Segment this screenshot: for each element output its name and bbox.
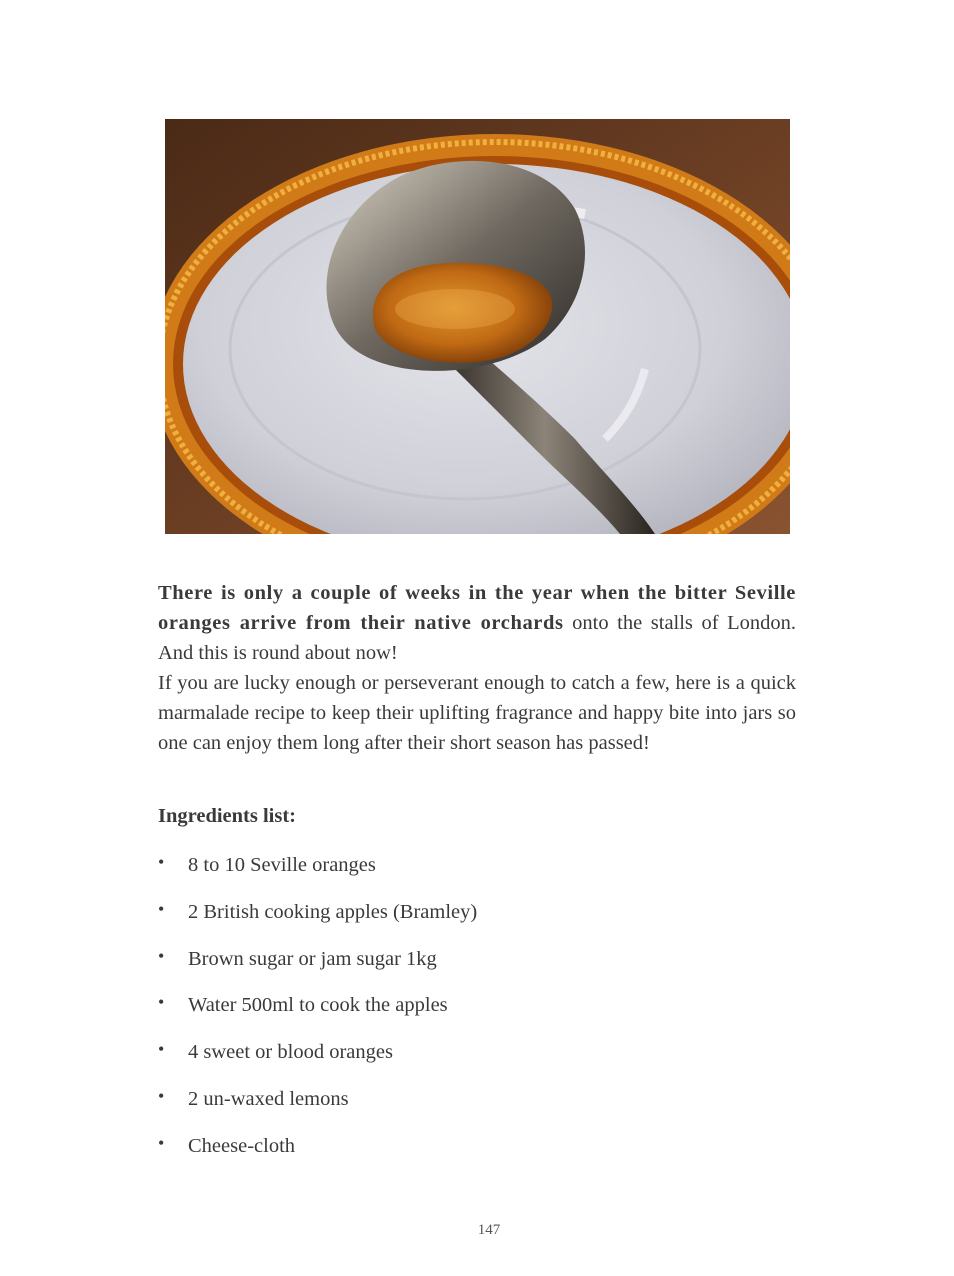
ingredient-text: Brown sugar or jam sugar 1kg (188, 947, 437, 970)
bullet-icon: • (158, 992, 165, 1013)
list-item (158, 897, 758, 944)
intro-paragraph (158, 578, 796, 668)
ingredients-heading: Ingredients list: (158, 805, 297, 827)
list-item (158, 1037, 758, 1084)
bullet-icon: • (158, 1039, 165, 1060)
intro-second-paragraph: If you are lucky enough or perseverant enough to catch a few, here is a quick marmalade recipe to keep their uplifting fragrance and happy bite into jars so one can enjoy them long after their short season has passed! (158, 672, 796, 754)
ingredient-text: Cheese-cloth (188, 1134, 296, 1157)
list-item (158, 850, 758, 897)
list-item (158, 1131, 758, 1178)
page-number: 147 (477, 1222, 501, 1238)
list-item (158, 944, 758, 991)
bullet-icon: • (158, 852, 165, 872)
list-item (158, 1084, 758, 1131)
bullet-icon: • (158, 898, 165, 919)
intro-lead-rest: onto the stalls of London. And this is round about now! (158, 612, 797, 664)
bullet-icon: • (158, 945, 165, 966)
intro-bold-lead: There is only a couple of weeks in the year when the bitter Seville oranges arrive from their native orchards (158, 582, 796, 634)
ingredient-text: 4 sweet or blood oranges (188, 1041, 393, 1064)
list-item (158, 990, 758, 1037)
ingredients-list (158, 850, 758, 1178)
ingredient-text: 8 to 10 Seville oranges (188, 854, 376, 876)
marmalade-ladle-photo (165, 119, 790, 534)
ingredient-text: Water 500ml to cook the apples (188, 994, 448, 1017)
bullet-icon: • (158, 1085, 165, 1106)
ingredient-text: 2 un-waxed lemons (188, 1087, 349, 1110)
ingredient-text: 2 British cooking apples (Bramley) (188, 900, 478, 923)
intro-text (158, 578, 796, 758)
bullet-icon: • (158, 1132, 165, 1153)
